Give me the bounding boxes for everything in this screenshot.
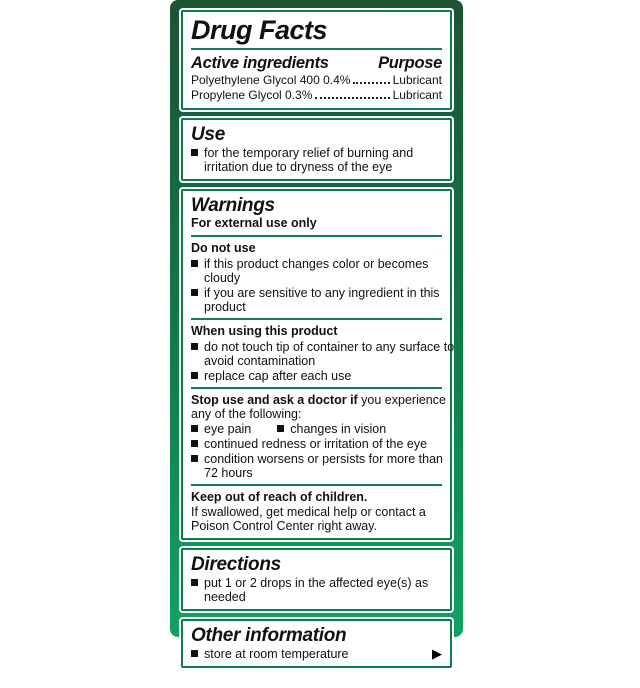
bullet-square-icon [191, 455, 198, 462]
bullet-line: condition worsens or persists for more than [204, 452, 443, 466]
bullet-square-icon [277, 425, 284, 432]
bullet-square-icon [191, 650, 198, 657]
bullet-item [191, 647, 432, 661]
bullet-line: if you are sensitive to any ingredient in this [204, 286, 440, 300]
bullet-square-icon [191, 579, 198, 586]
ingredient-purpose: Lubricant [392, 88, 442, 102]
bullet-line: needed [204, 590, 246, 604]
dotted-leader [353, 82, 389, 84]
stop-use-heading-line2: any of the following: [191, 407, 302, 421]
bullet-line: 72 hours [204, 466, 253, 480]
inline-bullet-row [191, 422, 442, 436]
bullet-line: put 1 or 2 drops in the affected eye(s) as [204, 576, 429, 590]
stop-use-heading-rest: you experience [357, 393, 446, 407]
section-divider [191, 318, 442, 320]
ingredient-name: Polyethylene Glycol 400 0.4% [191, 73, 351, 87]
use-box [181, 118, 452, 181]
bullet-line: replace cap after each use [204, 369, 352, 383]
keep-out-line: If swallowed, get medical help or contact a [191, 505, 426, 519]
bullet-line: changes in vision [290, 422, 387, 436]
continue-arrow-icon: ▶ [432, 645, 442, 661]
do-not-use-heading: Do not use [191, 241, 256, 255]
drug-facts-panel [170, 0, 463, 688]
bullet-square-icon [191, 149, 198, 156]
store-row [191, 646, 442, 661]
dotted-leader [315, 97, 389, 99]
footnote: ¹ Based on a survey of eye care professionals. Data on file. [188, 676, 448, 688]
active-ingredients-heading: Active ingredients [191, 54, 329, 72]
bullet-line: continued redness or irritation of the eye [204, 437, 428, 451]
bullet-line: product [204, 300, 246, 314]
ingredient-row [191, 88, 442, 103]
bullet-item [191, 257, 442, 285]
ingredient-row [191, 73, 442, 88]
bullet-item [191, 286, 442, 314]
directions-heading: Directions [191, 554, 281, 575]
section-divider [191, 235, 442, 237]
bullet-item [191, 146, 442, 174]
use-heading: Use [191, 124, 225, 145]
title-divider [191, 48, 442, 50]
ingredient-name: Propylene Glycol 0.3% [191, 88, 313, 102]
stop-use-heading-bold: Stop use and ask a doctor if [191, 393, 358, 407]
bullet-line: cloudy [204, 271, 241, 285]
bullet-square-icon [191, 425, 198, 432]
bullet-item [277, 422, 386, 436]
bullet-square-icon [191, 343, 198, 350]
keep-out-line: Poison Control Center right away. [191, 519, 377, 533]
warnings-heading: Warnings [191, 195, 275, 216]
bullet-line: eye pain [204, 422, 252, 436]
bullet-square-icon [191, 289, 198, 296]
other-information-heading: Other information [191, 625, 347, 646]
active-ingredients-header-row [191, 54, 442, 73]
bullet-item [191, 437, 442, 451]
other-information-box [181, 619, 452, 668]
bullet-line: for the temporary relief of burning and [204, 146, 414, 160]
drug-facts-title: Drug Facts [191, 15, 328, 45]
ingredient-purpose: Lubricant [392, 73, 442, 87]
bullet-item [191, 340, 455, 368]
keep-out-heading: Keep out of reach of children. [191, 490, 368, 504]
bullet-line: do not touch tip of container to any surface to [204, 340, 455, 354]
section-divider [191, 387, 442, 389]
bullet-item [191, 369, 442, 383]
active-ingredients-box [181, 10, 452, 110]
purpose-heading: Purpose [378, 54, 442, 72]
section-divider [191, 484, 442, 486]
bullet-line: if this product changes color or becomes [204, 257, 429, 271]
stop-use-heading-line [191, 393, 446, 407]
directions-box [181, 548, 452, 611]
bullet-item [191, 422, 251, 436]
bullet-item [191, 576, 442, 604]
bullet-line: avoid contamination [204, 354, 316, 368]
warnings-box [181, 189, 455, 540]
bullet-item [191, 452, 442, 480]
bullet-square-icon [191, 440, 198, 447]
when-using-heading: When using this product [191, 324, 338, 338]
bullet-square-icon [191, 372, 198, 379]
bullet-line: irritation due to dryness of the eye [204, 160, 393, 174]
external-use-subheading: For external use only [191, 216, 317, 230]
bullet-square-icon [191, 260, 198, 267]
bullet-line: store at room temperature [204, 647, 349, 661]
